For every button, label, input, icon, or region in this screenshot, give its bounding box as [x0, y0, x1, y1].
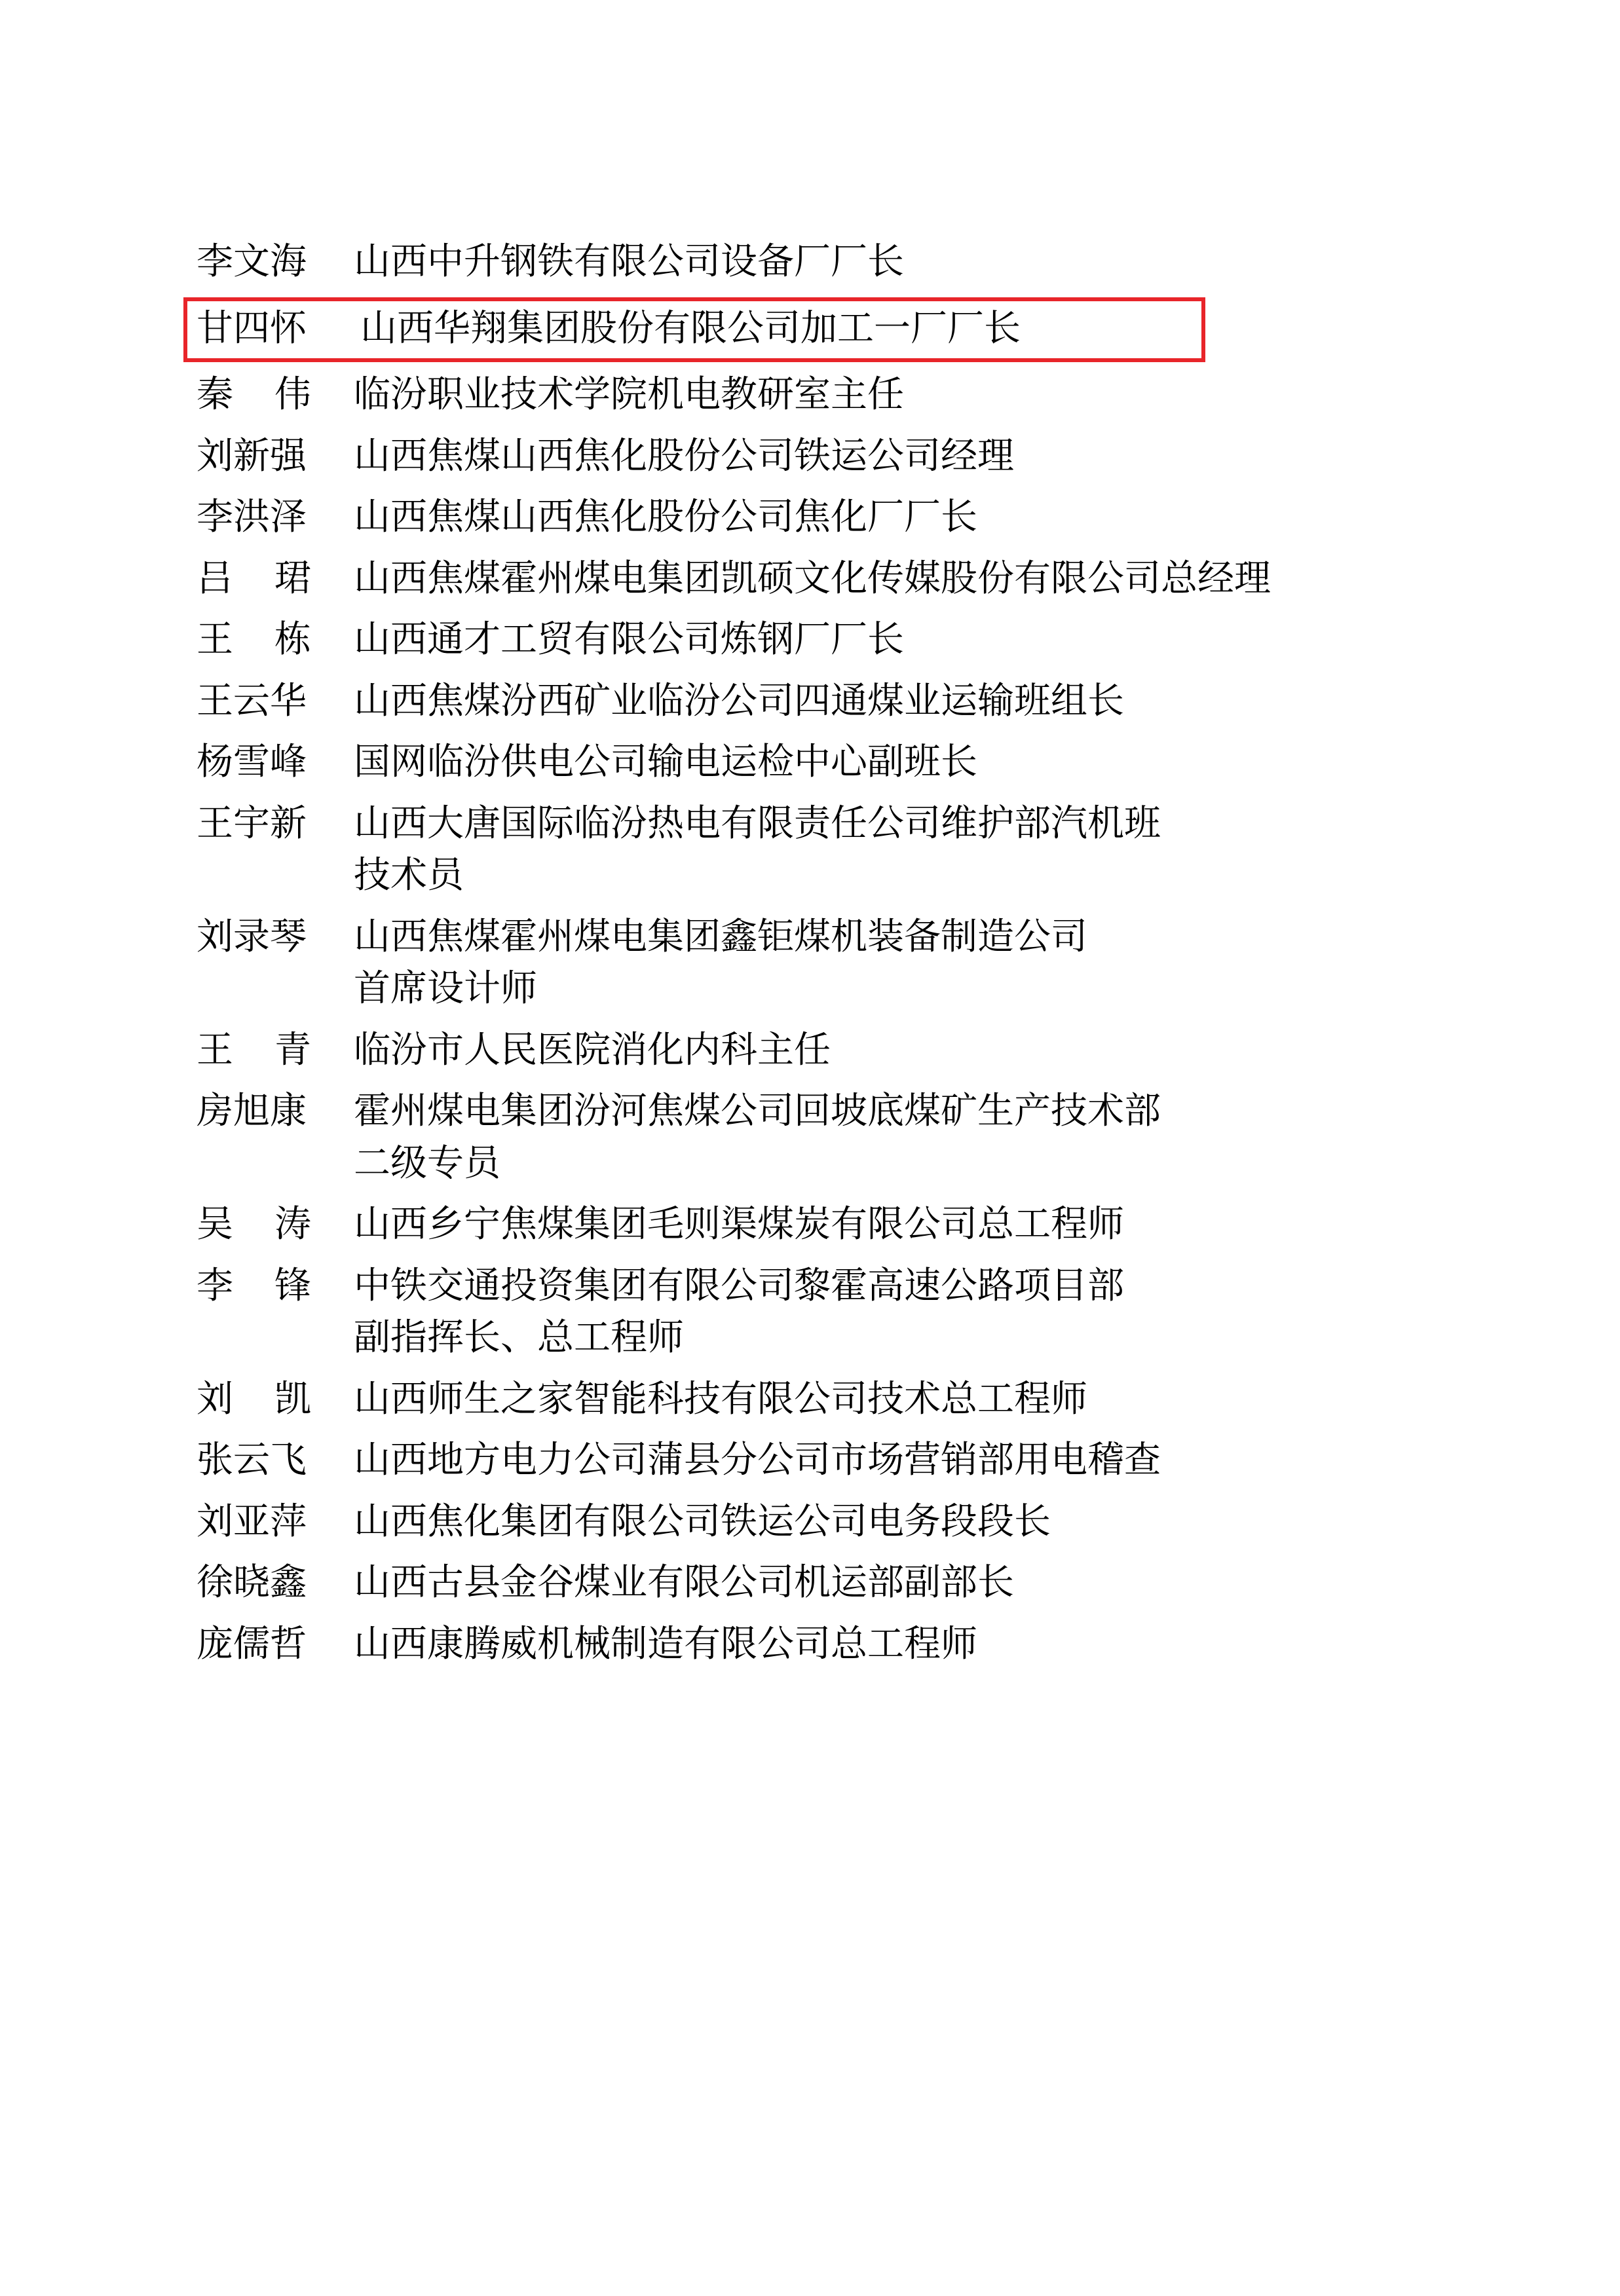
person-name: 李文海: [197, 240, 307, 283]
list-item-line: [197, 1260, 1441, 1312]
list-item: [197, 553, 1441, 605]
list-item-line: [197, 1618, 1441, 1671]
person-name: 吕 珺: [197, 557, 311, 600]
person-name: 庞儒哲: [197, 1622, 307, 1665]
person-title-continued: 二级专员: [354, 1141, 500, 1185]
person-title-continued: 技术员: [354, 854, 464, 897]
person-title: 山西焦煤汾西矿业临汾公司四通煤业运输班组长: [354, 679, 1124, 722]
list-item: [183, 297, 1205, 363]
list-item: [197, 430, 1441, 483]
list-item-line: [197, 553, 1441, 605]
person-name: 王 青: [197, 1028, 311, 1071]
list-item-line: [197, 911, 1441, 963]
list-item: [197, 911, 1441, 1015]
list-item: [197, 1198, 1441, 1251]
list-item-line: [197, 736, 1441, 788]
person-name: 刘录琴: [197, 915, 307, 958]
list-item-line: [197, 1496, 1441, 1548]
person-name: 房旭康: [197, 1090, 307, 1133]
list-item: [197, 1557, 1441, 1609]
person-title: 山西焦化集团有限公司铁运公司电务段段长: [354, 1500, 1051, 1543]
person-name: 秦 伟: [197, 373, 311, 417]
list-item-line: [197, 798, 1441, 850]
person-title: 山西康腾威机械制造有限公司总工程师: [354, 1622, 977, 1665]
person-title: 中铁交通投资集团有限公司黎霍高速公路项目部: [354, 1264, 1124, 1307]
list-item: [197, 1260, 1441, 1364]
list-item-line: [197, 1198, 1441, 1251]
name-list: [197, 236, 1441, 1679]
list-item-line: [197, 1085, 1441, 1138]
person-title: 山西焦煤山西焦化股份公司焦化厂厂长: [354, 496, 977, 539]
list-item: [197, 675, 1441, 728]
list-item: [197, 1085, 1441, 1189]
list-item-line: [197, 491, 1441, 544]
list-item: [197, 736, 1441, 788]
person-title: 山西古县金谷煤业有限公司机运部副部长: [354, 1561, 1014, 1604]
person-title: 山西焦煤霍州煤电集团凯硕文化传媒股份有限公司总经理: [354, 557, 1271, 600]
person-name: 张云飞: [197, 1439, 307, 1482]
list-item-line: [197, 1557, 1441, 1609]
list-item: [197, 236, 1441, 288]
person-name: 杨雪峰: [197, 741, 307, 784]
person-name: 刘亚萍: [197, 1500, 307, 1543]
list-item: [197, 1434, 1441, 1487]
person-name: 徐晓鑫: [197, 1561, 307, 1604]
person-name: 甘四怀: [197, 306, 307, 350]
list-item: [197, 1496, 1441, 1548]
person-title: 临汾市人民医院消化内科主任: [354, 1028, 831, 1071]
list-item: [197, 369, 1441, 421]
person-title: 国网临汾供电公司输电运检中心副班长: [354, 741, 977, 784]
list-item-line: [197, 1024, 1441, 1077]
person-name: 刘新强: [197, 434, 307, 477]
person-name: 李洪泽: [197, 496, 307, 539]
person-title: 山西华翔集团股份有限公司加工一厂厂长: [360, 306, 1021, 350]
list-item-line: [197, 614, 1441, 666]
person-title-continued: 首席设计师: [354, 967, 537, 1010]
person-name: 刘 凯: [197, 1377, 311, 1420]
list-item: [197, 1373, 1441, 1426]
list-item-line: [197, 369, 1441, 421]
person-name: 王 栋: [197, 618, 311, 661]
list-item: [197, 1618, 1441, 1671]
list-item-line: [197, 236, 1441, 288]
person-name: 吴 涛: [197, 1203, 311, 1246]
person-name: 王宇新: [197, 802, 307, 845]
person-title: 山西焦煤霍州煤电集团鑫钜煤机装备制造公司: [354, 915, 1087, 958]
list-item-line: [197, 1373, 1441, 1426]
person-title: 临汾职业技术学院机电教研室主任: [354, 373, 904, 417]
person-title: 山西大唐国际临汾热电有限责任公司维护部汽机班: [354, 802, 1161, 845]
list-item-line: [197, 303, 1192, 355]
person-title: 山西焦煤山西焦化股份公司铁运公司经理: [354, 434, 1014, 477]
person-title: 山西地方电力公司蒲县分公司市场营销部用电稽查: [354, 1439, 1161, 1482]
person-title: 山西乡宁焦煤集团毛则渠煤炭有限公司总工程师: [354, 1203, 1124, 1246]
list-item: [197, 1024, 1441, 1077]
person-title: 霍州煤电集团汾河焦煤公司回坡底煤矿生产技术部: [354, 1090, 1161, 1133]
list-item-line: [197, 1434, 1441, 1487]
person-title: 山西师生之家智能科技有限公司技术总工程师: [354, 1377, 1087, 1420]
list-item: [197, 491, 1441, 544]
list-item-line: [197, 430, 1441, 483]
person-name: 王云华: [197, 679, 307, 722]
person-title: 山西中升钢铁有限公司设备厂厂长: [354, 240, 904, 283]
person-name: 李 锋: [197, 1264, 311, 1307]
list-item: [197, 798, 1441, 902]
person-title: 山西通才工贸有限公司炼钢厂厂长: [354, 618, 904, 661]
person-title-continued: 副指挥长、总工程师: [354, 1316, 684, 1360]
list-item-line: [197, 675, 1441, 728]
list-item: [197, 614, 1441, 666]
